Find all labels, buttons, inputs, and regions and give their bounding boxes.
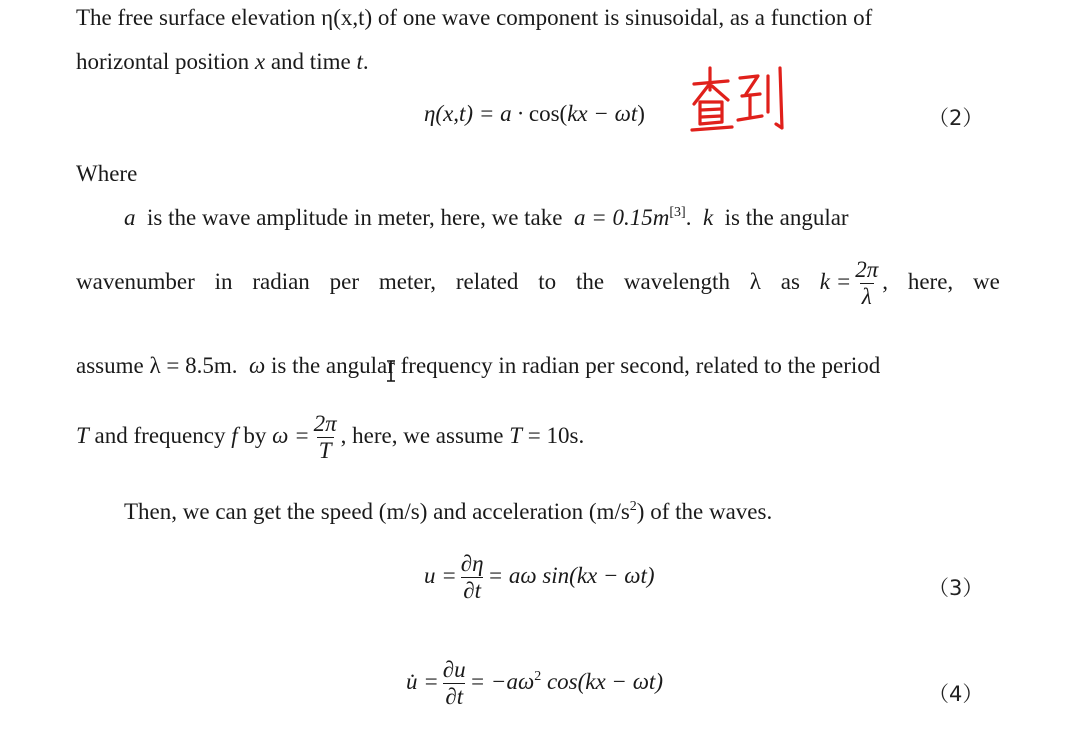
k-formula-lhs: k =	[819, 268, 852, 294]
para3-text: is the angular frequency in radian per second, related to the period	[270, 353, 881, 378]
para-line-1	[124, 204, 849, 232]
omega-formula-lhs: ω =	[272, 422, 310, 448]
para4-text-1: and frequency	[88, 422, 232, 448]
para2-word: we	[973, 268, 1000, 294]
para4-text-3: , here, we assume	[340, 422, 510, 448]
where-label: Where	[76, 161, 138, 186]
equation-4	[406, 658, 663, 709]
para2-word: as	[780, 268, 800, 294]
equation-3	[424, 552, 655, 603]
eq2-eta: η	[424, 101, 436, 126]
var-f: f	[231, 422, 238, 448]
para1-text-2: is the angular	[724, 205, 849, 230]
intro-text-2a: horizontal position	[76, 49, 255, 74]
omega-fraction-numerator: 2π	[313, 411, 337, 436]
intro-text-1: The free surface elevation η(x,t) of one wave component is sinusoidal, as a function of	[76, 5, 873, 30]
var-T-assume: T	[509, 422, 523, 448]
para5-text-2: ) of the waves.	[636, 499, 773, 524]
omega-fraction-denominator: T	[318, 438, 332, 464]
var-x: x	[254, 49, 266, 74]
eq2-rhs-b: cos(	[528, 101, 568, 126]
period-value: = 10s.	[522, 422, 585, 448]
equation-2-number: （2）	[928, 106, 984, 130]
intro-text-2c: .	[362, 49, 369, 74]
text-cursor-icon	[386, 360, 396, 387]
var-omega: ω	[248, 353, 266, 378]
para2-word: wavenumber	[76, 268, 195, 294]
k-fraction	[853, 258, 880, 309]
eq3-rhs: = aω sin(kx − ωt)	[487, 562, 655, 588]
var-T: T	[76, 422, 89, 448]
equation-2	[424, 100, 645, 128]
para2-word: related	[455, 268, 519, 294]
var-k: k	[702, 205, 714, 230]
wavelength-assumption: assume λ = 8.5m.	[76, 353, 238, 378]
para2-word: here,	[907, 268, 954, 294]
lambda-symbol: λ	[749, 268, 761, 294]
para5-text-1: Then, we can get the speed (m/s) and acceleration (m/s	[124, 499, 630, 524]
para4-text-2: by	[237, 422, 273, 448]
para2-comma: ,	[882, 268, 889, 294]
intro-text-2b: and time	[265, 49, 357, 74]
equation-3-number: （3）	[928, 576, 984, 600]
handwritten-annotation-drawing	[688, 64, 788, 136]
eq4-rhs-b: cos(kx − ωt)	[541, 668, 663, 694]
amplitude-value: a = 0.15m	[573, 205, 670, 230]
var-t: t	[356, 49, 363, 74]
para-line-2	[76, 258, 1000, 309]
squared-superscript: 2	[629, 499, 637, 514]
k-fraction-denominator: λ	[861, 284, 872, 310]
para2-word: to	[538, 268, 557, 294]
k-fraction-numerator: 2π	[855, 257, 879, 282]
para2-word: the	[575, 268, 605, 294]
para2-word: radian	[252, 268, 310, 294]
intro-line-1	[76, 4, 872, 32]
var-a: a	[124, 205, 136, 230]
para2-word: per	[329, 268, 360, 294]
eq4-numerator: ∂u	[442, 657, 466, 682]
eq3-numerator: ∂η	[460, 551, 484, 576]
para-line-5	[124, 498, 772, 526]
eq4-fraction	[441, 658, 468, 709]
intro-line-2	[76, 48, 369, 76]
eq2-args: (x,t)	[435, 101, 474, 126]
para-line-3	[76, 352, 880, 380]
eq3-lhs: u =	[424, 562, 457, 588]
omega-fraction	[312, 412, 339, 463]
k-formula	[820, 258, 888, 309]
equation-4-number: （4）	[928, 682, 984, 706]
para-line-4	[76, 412, 584, 463]
eq3-denominator: ∂t	[463, 578, 482, 604]
para2-word: wavelength	[623, 268, 730, 294]
citation-3: [3]	[669, 205, 686, 220]
para1-text-1: is the wave amplitude in meter, here, we take	[147, 205, 563, 230]
para1-dot: .	[685, 205, 692, 230]
eq2-rhs-d: )	[637, 101, 645, 126]
handwritten-annotation	[688, 64, 788, 141]
para2-word: meter,	[378, 268, 437, 294]
eq4-superscript: 2	[534, 668, 542, 684]
eq4-denominator: ∂t	[445, 684, 464, 710]
eq2-rhs-a: = a ·	[473, 101, 529, 126]
eq3-fraction	[459, 552, 486, 603]
eq4-rhs-a: = −aω	[469, 668, 535, 694]
para2-word: in	[214, 268, 233, 294]
eq4-lhs: u̇ =	[406, 668, 439, 694]
eq2-rhs-c: kx − ωt	[567, 101, 638, 126]
